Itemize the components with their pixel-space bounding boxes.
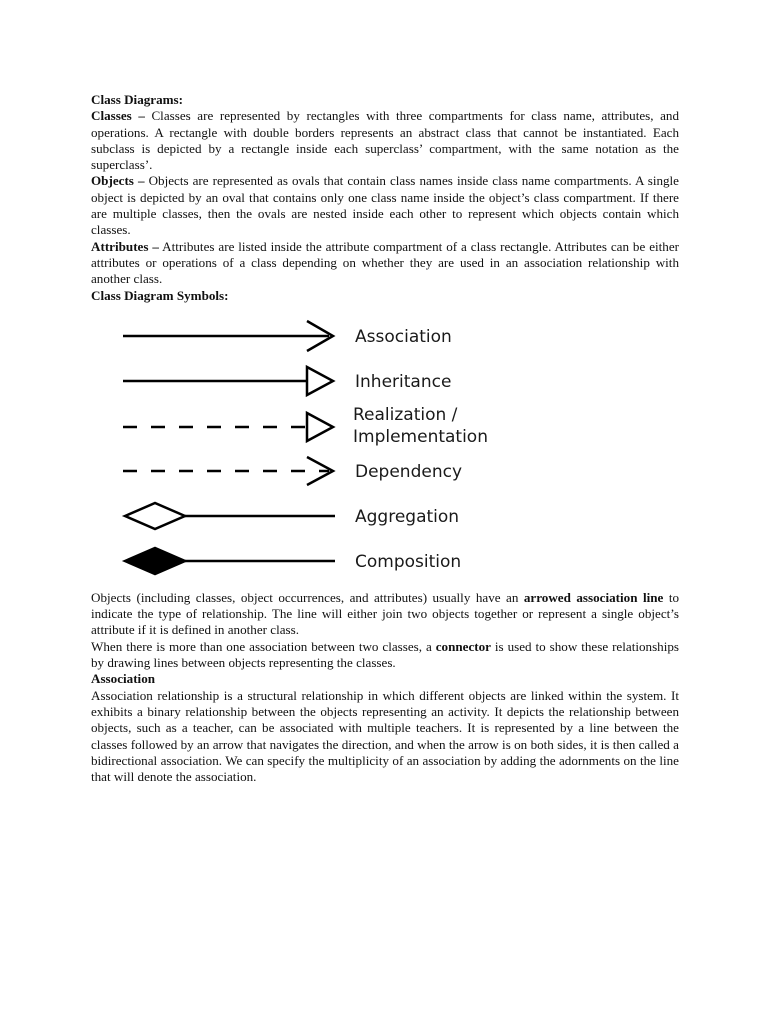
document-body — [91, 92, 679, 785]
dependency-symbol — [123, 457, 333, 485]
realization-label-line1: Realization / — [353, 404, 458, 425]
dependency-label: Dependency — [355, 461, 463, 482]
attributes-term: Attributes – — [91, 238, 159, 254]
attributes-paragraph — [91, 239, 679, 288]
paragraph-text: Objects (including classes, object occurrences, and attributes) usually have an — [91, 589, 524, 605]
realization-symbol — [123, 413, 333, 441]
association-paragraph: Association relationship is a structural relationship in which different objects are linked within the system. It exhibits a binary relationship between the objects representing an activity. It depicts the relationship between objects, such as a teacher, can be associated with multiple teachers. It is represented by a line between the classes followed by an arrow that navigates the direction, and when the arrow is on both sides, it is then called a bidirectional association. We can specify the multiplicity of an association by adding the adornments on the line that will denote the association. — [91, 687, 679, 785]
aggregation-symbol — [125, 503, 335, 529]
objects-text: Objects are represented as ovals that contain class names inside class name compartments. A single object is depicted by an oval that contains only one class name inside the object’s class compartment. If there are multiple classes, then the ovals are nested inside each other to represent which objects contain which classes. — [91, 173, 679, 238]
objects-paragraph — [91, 173, 679, 238]
aggregation-label: Aggregation — [355, 506, 460, 527]
classes-text: Classes are represented by rectangles with three compartments for class name, attributes, and operations. A rectangle with double borders represents an abstract class that cannot be instantiated. Each subclass is depicted by a rectangle inside each superclass’ compartment, with the same notation as the superclass’. — [91, 108, 680, 173]
inheritance-symbol — [123, 367, 333, 395]
class-diagram-symbols — [117, 310, 537, 580]
inheritance-label: Inheritance — [355, 371, 452, 392]
page-title: Class Diagrams: — [91, 92, 184, 107]
paragraph-text: is used to show these relationships by drawing lines between objects representing the classes. — [91, 638, 679, 671]
symbols-heading: Class Diagram Symbols: — [91, 287, 229, 303]
connector-paragraph — [91, 639, 679, 672]
classes-paragraph — [91, 108, 679, 173]
objects-term: Objects – — [91, 173, 145, 189]
association-label: Association — [355, 326, 452, 347]
attributes-text: Attributes are listed inside the attribute compartment of a class rectangle. Attributes can be either attributes or operations of a class depending on whether they are used in an association relationship with another class. — [91, 238, 679, 287]
objects-relationship-paragraph — [91, 590, 679, 639]
paragraph-text: When there is more than one association between two classes, a — [91, 638, 436, 654]
classes-term: Classes – — [91, 108, 145, 124]
association-symbol — [123, 321, 333, 351]
composition-symbol — [125, 548, 335, 574]
association-heading: Association — [91, 671, 156, 687]
arrowed-association-line-term: arrowed association line — [523, 589, 664, 605]
connector-term: connector — [435, 638, 491, 654]
realization-label-line2: Implementation — [353, 426, 488, 447]
composition-label: Composition — [355, 551, 462, 572]
paragraph-text: to indicate the type of relationship. The line will either join two objects together or represent a single object’s attribute if it is defined in another class. — [91, 589, 680, 638]
